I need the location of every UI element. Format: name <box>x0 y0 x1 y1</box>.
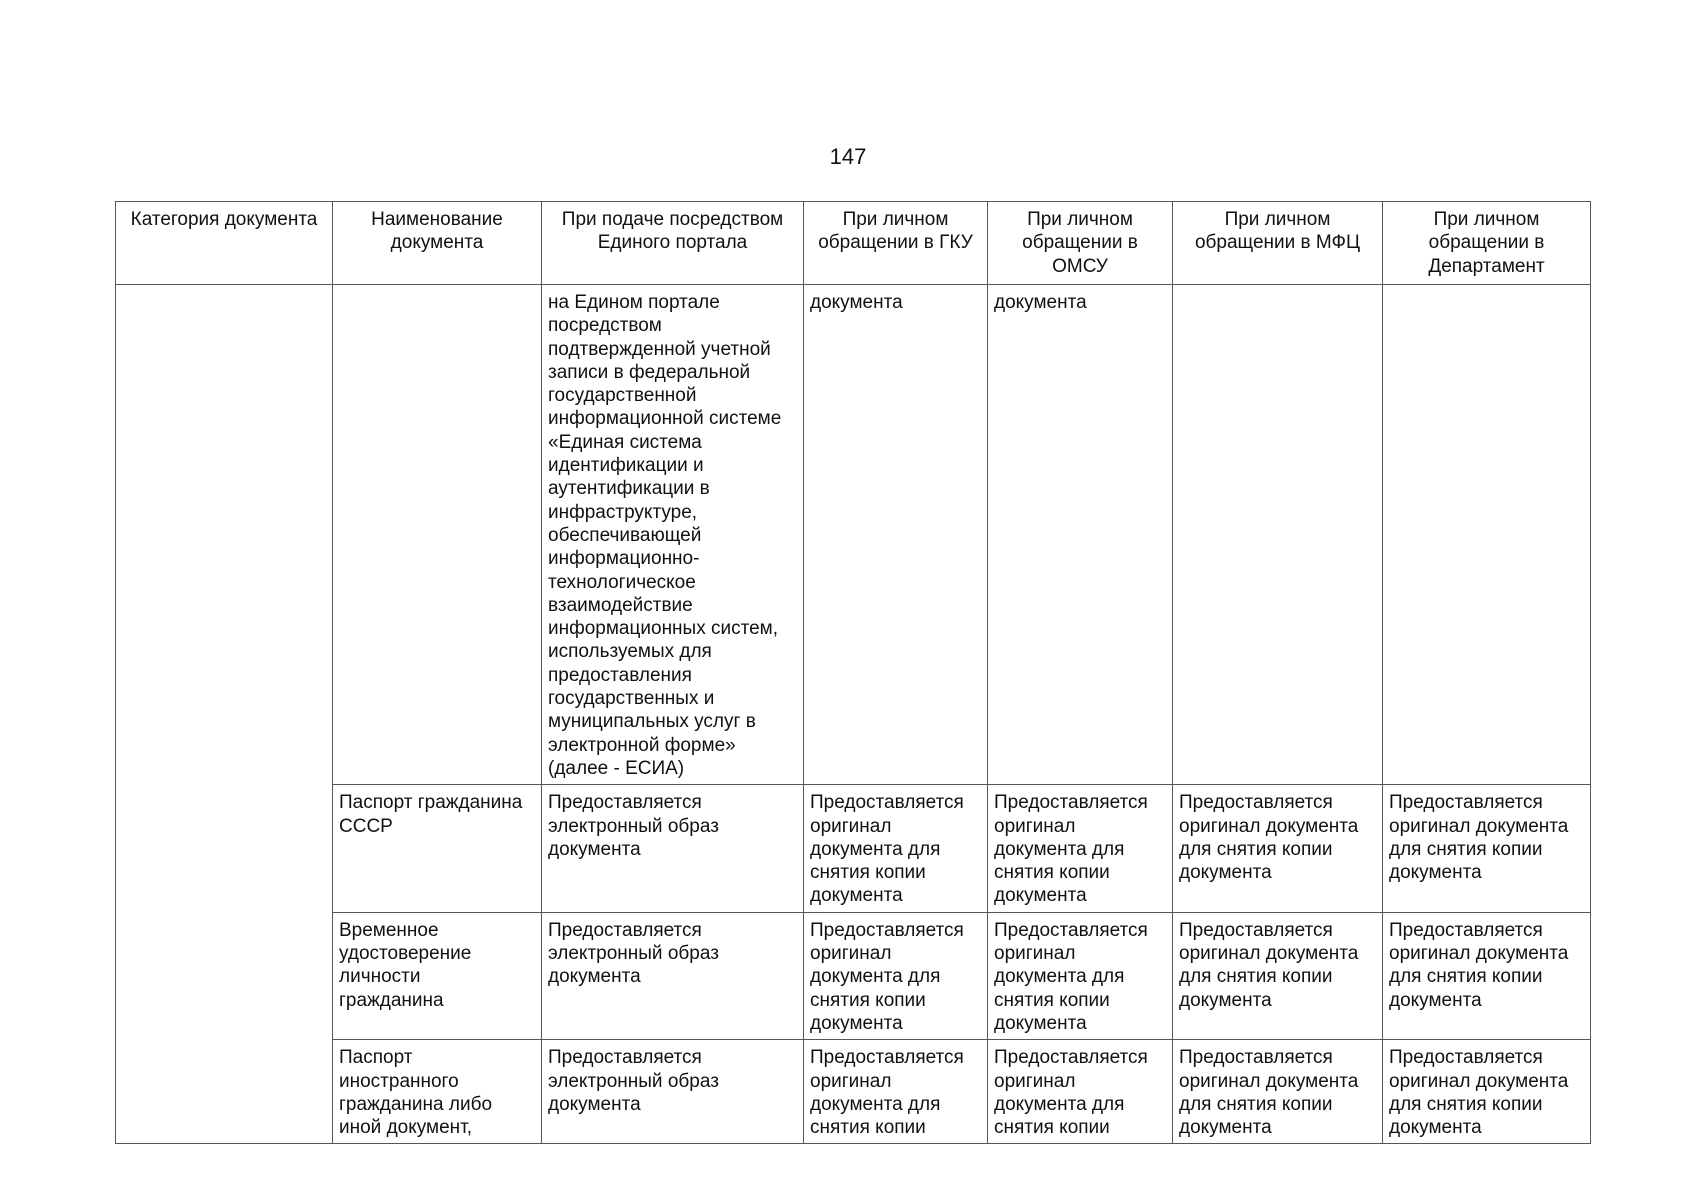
table-row <box>116 1040 1591 1144</box>
document-name-cell: Паспорт иностранного гражданина либо иной документ, <box>333 1040 542 1144</box>
category-cell <box>116 285 333 1144</box>
gku-cell: Предоставляется оригинал документа для снятия копии документа <box>804 912 988 1039</box>
header-document-name: Наименование документа <box>333 202 542 285</box>
omsu-cell: Предоставляется оригинал документа для снятия копии <box>988 1040 1173 1144</box>
header-mfc: При личном обращении в МФЦ <box>1173 202 1383 285</box>
document-name-cell: Временное удостоверение личности гражданина <box>333 912 542 1039</box>
document-name-cell: Паспорт гражданина СССР <box>333 785 542 912</box>
header-category: Категория документа <box>116 202 333 285</box>
page-number: 147 <box>829 144 867 169</box>
department-cell <box>1383 285 1591 785</box>
header-omsu: При личном обращении в ОМСУ <box>988 202 1173 285</box>
omsu-cell: Предоставляется оригинал документа для снятия копии документа <box>988 785 1173 912</box>
mfc-cell: Предоставляется оригинал документа для снятия копии документа <box>1173 1040 1383 1144</box>
portal-cell: Предоставляется электронный образ документа <box>542 912 804 1039</box>
mfc-cell: Предоставляется оригинал документа для снятия копии документа <box>1173 912 1383 1039</box>
gku-cell: документа <box>804 285 988 785</box>
document-name-cell <box>333 285 542 785</box>
table-row <box>116 912 1591 1039</box>
header-portal: При подаче посредством Единого портала <box>542 202 804 285</box>
mfc-cell <box>1173 285 1383 785</box>
portal-cell: Предоставляется электронный образ документа <box>542 785 804 912</box>
portal-cell: Предоставляется электронный образ документа <box>542 1040 804 1144</box>
document-table <box>115 201 1591 1144</box>
table-row <box>116 785 1591 912</box>
table-row <box>116 285 1591 785</box>
omsu-cell: Предоставляется оригинал документа для снятия копии документа <box>988 912 1173 1039</box>
department-cell: Предоставляется оригинал документа для снятия копии документа <box>1383 912 1591 1039</box>
department-cell: Предоставляется оригинал документа для снятия копии документа <box>1383 1040 1591 1144</box>
gku-cell: Предоставляется оригинал документа для снятия копии документа <box>804 785 988 912</box>
gku-cell: Предоставляется оригинал документа для снятия копии <box>804 1040 988 1144</box>
header-department: При личном обращении в Департамент <box>1383 202 1591 285</box>
header-gku: При личном обращении в ГКУ <box>804 202 988 285</box>
omsu-cell: документа <box>988 285 1173 785</box>
mfc-cell: Предоставляется оригинал документа для снятия копии документа <box>1173 785 1383 912</box>
portal-cell: на Едином портале посредством подтвержденной учетной записи в федеральной государственной информационной системе «Единая система идентификации и аутентификации в инфраструктуре, обеспечивающей информационно- технологическое взаимодействие информационных систем, используемых для предоставления государственных и муниципальных услуг в электронной форме» (далее - ЕСИА) <box>542 285 804 785</box>
table-header-row <box>116 202 1591 285</box>
department-cell: Предоставляется оригинал документа для снятия копии документа <box>1383 785 1591 912</box>
